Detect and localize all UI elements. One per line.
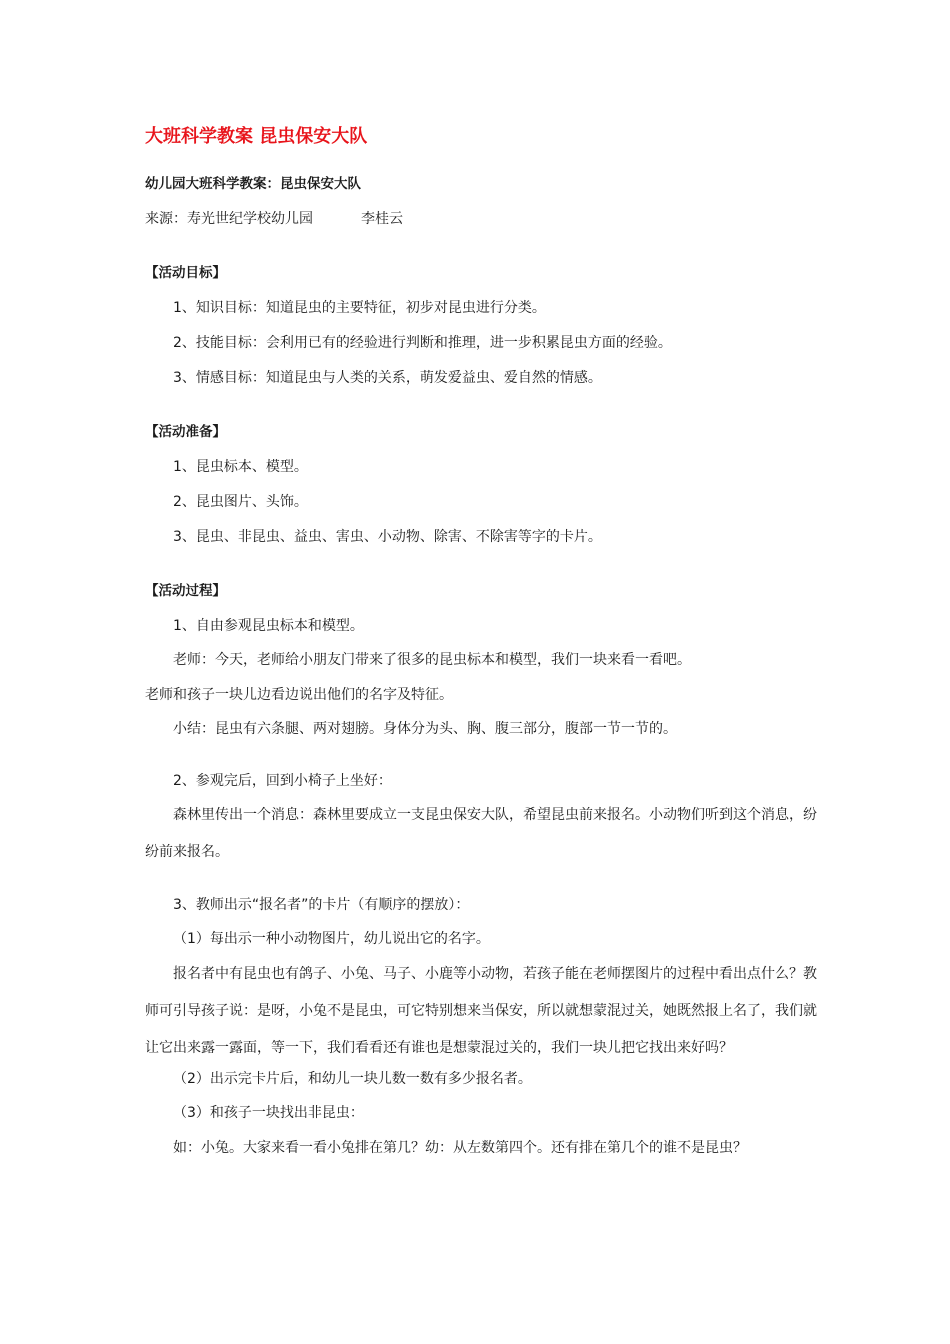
step3-sub1: （1）每出示一种小动物图片，幼儿说出它的名字。 — [173, 931, 490, 947]
prep-item: 1、昆虫标本、模型。 — [173, 459, 308, 475]
goal-item: 2、技能目标：会利用已有的经验进行判断和推理，进一步积累昆虫方面的经验。 — [173, 335, 672, 351]
prep-heading: 【活动准备】 — [145, 424, 226, 440]
step1-title: 1、自由参观昆虫标本和模型。 — [173, 618, 364, 634]
prep-item: 3、昆虫、非昆虫、益虫、害虫、小动物、除害、不除害等字的卡片。 — [173, 529, 602, 545]
step1-summary: 小结：昆虫有六条腿、两对翅膀。身体分为头、胸、腹三部分，腹部一节一节的。 — [173, 721, 677, 737]
step3-sub2: （2）出示完卡片后，和幼儿一块儿数一数有多少报名者。 — [173, 1071, 532, 1087]
step3-example: 如：小兔。大家来看一看小兔排在第几？幼：从左数第四个。还有排在第几个的谁不是昆虫？ — [173, 1140, 747, 1156]
goals-heading: 【活动目标】 — [145, 265, 226, 281]
source-author: 李桂云 — [361, 211, 403, 227]
step2-title: 2、参观完后，回到小椅子上坐好： — [173, 773, 392, 789]
source-line — [145, 209, 820, 229]
step3-sub3: （3）和孩子一块找出非昆虫： — [173, 1105, 364, 1121]
step3-paragraph: 报名者中有昆虫也有鸽子、小兔、马子、小鹿等小动物，若孩子能在老师摆图片的过程中看出点什么？教师可引导孩子说：是呀，小兔不是昆虫，可它特别想来当保安，所以就想蒙混过关，她既然报上名了，我们就让它出来露一露面，等一下，我们看看还有谁也是想蒙混过关的，我们一块儿把它找出来好吗？ — [145, 966, 817, 1056]
goal-item: 1、知识目标：知道昆虫的主要特征，初步对昆虫进行分类。 — [173, 300, 546, 316]
source-org: 来源：寿光世纪学校幼儿园 — [145, 211, 313, 227]
step1-note: 老师和孩子一块儿边看边说出他们的名字及特征。 — [145, 687, 453, 703]
prep-item: 2、昆虫图片、头饰。 — [173, 494, 308, 510]
step1-teacher: 老师：今天，老师给小朋友门带来了很多的昆虫标本和模型，我们一块来看一看吧。 — [173, 652, 691, 668]
process-heading: 【活动过程】 — [145, 583, 226, 599]
document-subtitle: 幼儿园大班科学教案：昆虫保安大队 — [145, 176, 361, 192]
step2-text: 森林里传出一个消息：森林里要成立一支昆虫保安大队，希望昆虫前来报名。小动物们听到这个消息，纷纷前来报名。 — [145, 807, 817, 860]
step3-title: 3、教师出示“报名者”的卡片（有顺序的摆放）： — [173, 897, 470, 913]
goal-item: 3、情感目标：知道昆虫与人类的关系，萌发爱益虫、爱自然的情感。 — [173, 370, 602, 386]
document-title: 大班科学教案 昆虫保安大队 — [145, 126, 368, 147]
